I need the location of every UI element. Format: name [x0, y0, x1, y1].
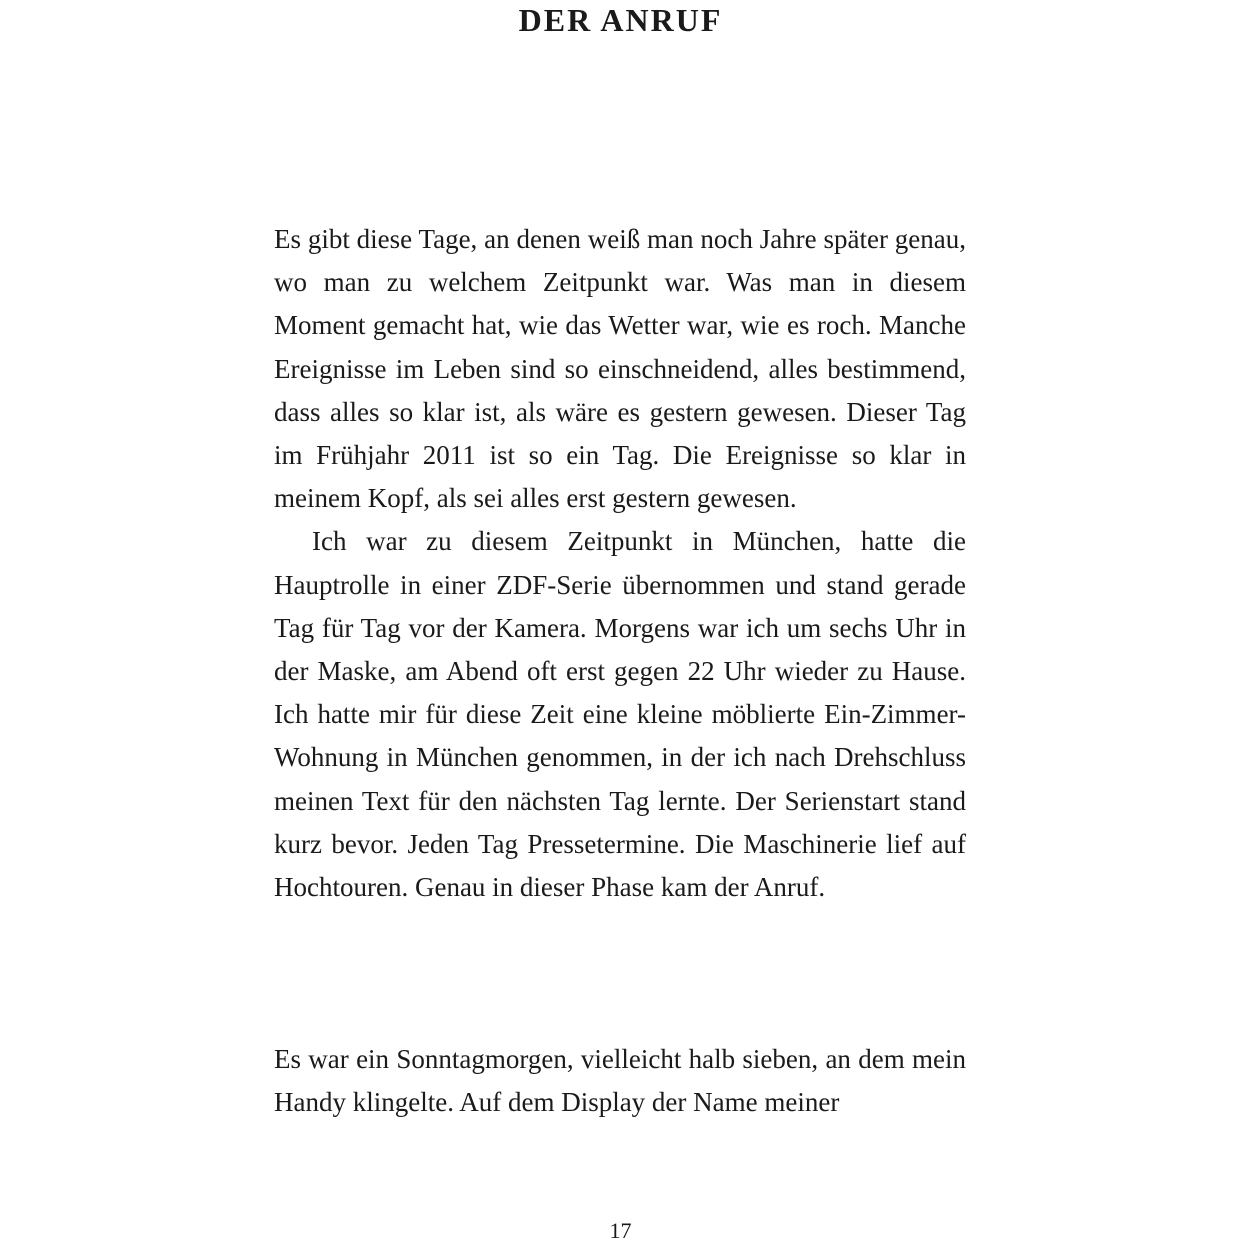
text-section-2 — [274, 1038, 966, 1124]
page-number: 17 — [609, 1218, 632, 1243]
paragraph-1: Es gibt diese Tage, an denen weiß man noch Jahre später genau, wo man zu welchem Zeitpunkt war. Was man in diesem Moment gemacht hat, wie das Wetter war, wie es roch. Manche Ereignisse im Leben sind so einschneidend, alles bestimmend, dass alles so klar ist, als wäre es gestern gewesen. Dieser Tag im Frühjahr 2011 ist so ein Tag. Die Ereignisse so klar in meinem Kopf, als sei alles erst gestern gewesen. — [274, 224, 966, 514]
chapter-title: DER ANRUF — [518, 2, 723, 38]
text-section-1 — [274, 218, 966, 909]
paragraph-3: Es war ein Sonntagmorgen, vielleicht halb sieben, an dem mein Handy klingelte. Auf dem Display der Name meiner — [274, 1044, 966, 1118]
paragraph-2: Ich war zu diesem Zeitpunkt in München, hatte die Hauptrolle in einer ZDF-Serie übernommen und stand gerade Tag für Tag vor der Kamera. Morgens war ich um sechs Uhr in der Maske, am Abend oft erst gegen 22 Uhr wieder zu Hause. Ich hatte mir für diese Zeit eine kleine möblierte Ein-Zimmer-Wohnung in München genommen, in der ich nach Drehschluss meinen Text für den nächsten Tag lernte. Der Serienstart stand kurz bevor. Jeden Tag Pressetermine. Die Maschinerie lief auf Hochtouren. Genau in dieser Phase kam der Anruf. — [274, 526, 966, 903]
